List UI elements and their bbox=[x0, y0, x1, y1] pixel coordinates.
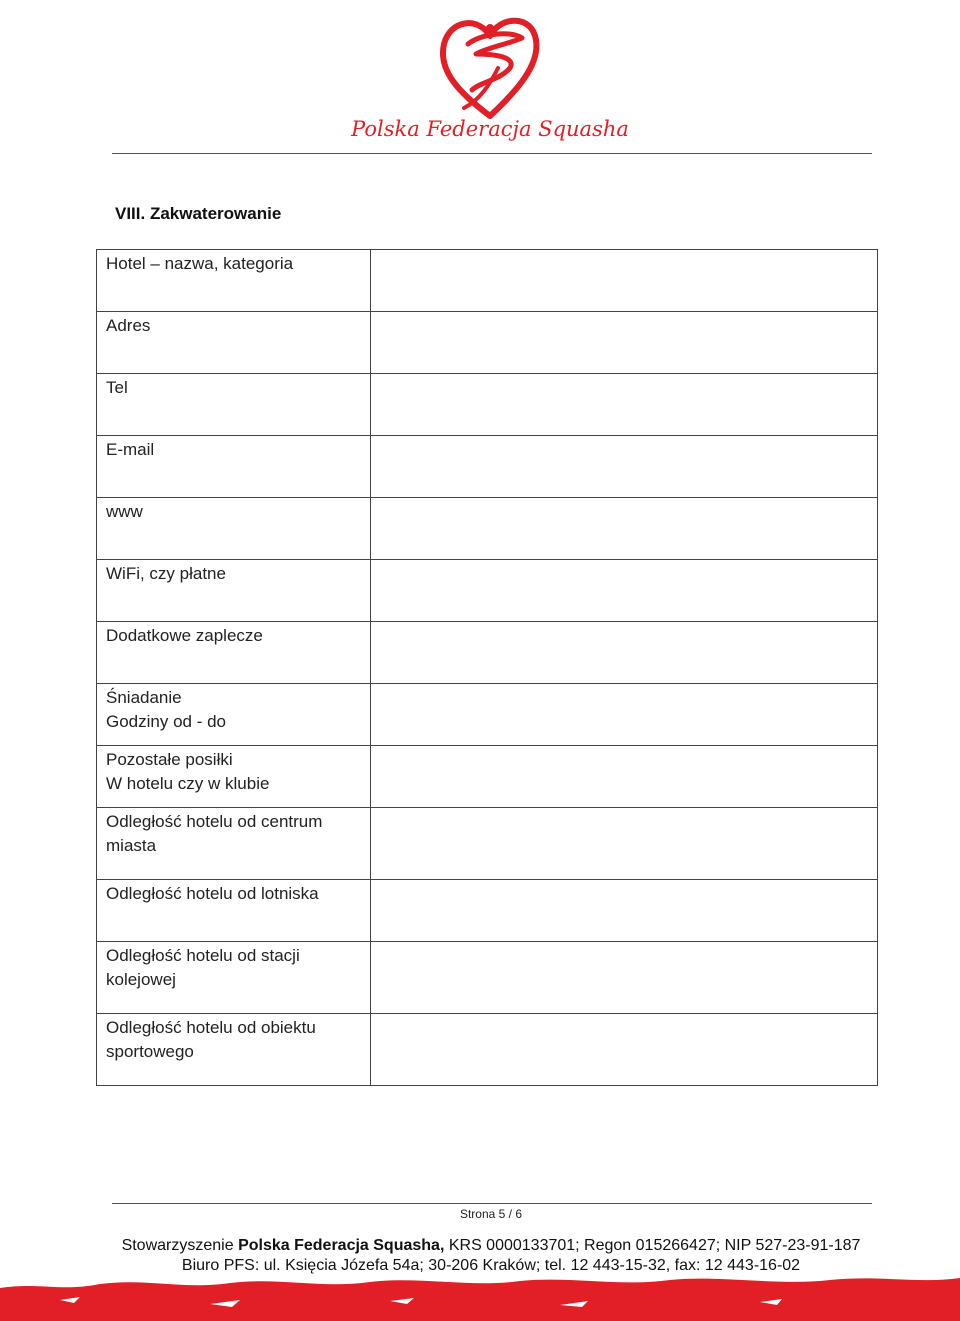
pfs-logo bbox=[340, 4, 640, 154]
field-value-cell[interactable] bbox=[371, 250, 878, 312]
table-row bbox=[97, 436, 878, 498]
field-label-line: Odległość hotelu od lotniska bbox=[106, 884, 319, 903]
accommodation-table bbox=[96, 249, 878, 1086]
field-label bbox=[97, 312, 371, 374]
field-label bbox=[97, 880, 371, 942]
field-label bbox=[97, 746, 371, 808]
field-value-cell[interactable] bbox=[371, 436, 878, 498]
field-value-cell[interactable] bbox=[371, 498, 878, 560]
section-title: VIII. Zakwaterowanie bbox=[115, 204, 282, 223]
field-label-line: W hotelu czy w klubie bbox=[106, 774, 270, 793]
field-value-cell[interactable] bbox=[371, 808, 878, 880]
page-number: Strona 5 / 6 bbox=[459, 1207, 523, 1221]
field-value-cell[interactable] bbox=[371, 622, 878, 684]
footer-org-prefix: Stowarzyszenie bbox=[121, 1237, 239, 1254]
logo-figure-head bbox=[486, 24, 494, 32]
logo-text: Polska Federacja Squasha bbox=[351, 117, 629, 141]
field-value-cell[interactable] bbox=[371, 1014, 878, 1086]
field-label-line: Adres bbox=[106, 316, 151, 335]
field-label-line: Hotel – nazwa, kategoria bbox=[106, 254, 294, 273]
table-row bbox=[97, 250, 878, 312]
table-row bbox=[97, 684, 878, 746]
field-label-line: kolejowej bbox=[106, 970, 176, 989]
field-label-line: Odległość hotelu od obiektu bbox=[106, 1018, 316, 1037]
field-label-line: Tel bbox=[106, 378, 128, 397]
field-label bbox=[97, 560, 371, 622]
footer-org-name: Polska Federacja Squasha, bbox=[238, 1237, 445, 1254]
field-label-line: Odległość hotelu od stacji bbox=[106, 946, 300, 965]
field-value-cell[interactable] bbox=[371, 746, 878, 808]
field-label-line: www bbox=[106, 502, 143, 521]
table-row bbox=[97, 560, 878, 622]
field-label bbox=[97, 498, 371, 560]
field-label bbox=[97, 684, 371, 746]
table-row bbox=[97, 374, 878, 436]
field-label bbox=[97, 808, 371, 880]
field-value-cell[interactable] bbox=[371, 942, 878, 1014]
footer-office-address: Biuro PFS: ul. Księcia Józefa 54a; 30-206 Kraków; tel. 12 443-15-32, fax: 12 443-16-02 bbox=[181, 1257, 801, 1274]
table-row bbox=[97, 498, 878, 560]
field-value-cell[interactable] bbox=[371, 374, 878, 436]
field-label bbox=[97, 374, 371, 436]
logo-figure-swirl bbox=[468, 34, 522, 90]
field-label-line: Dodatkowe zaplecze bbox=[106, 626, 263, 645]
field-value-cell[interactable] bbox=[371, 560, 878, 622]
table-row bbox=[97, 312, 878, 374]
field-value-cell[interactable] bbox=[371, 880, 878, 942]
footer-rule bbox=[112, 1203, 872, 1204]
field-value-cell[interactable] bbox=[371, 312, 878, 374]
table-row bbox=[97, 1014, 878, 1086]
table-row bbox=[97, 622, 878, 684]
field-label bbox=[97, 250, 371, 312]
field-label-line: Odległość hotelu od centrum bbox=[106, 812, 323, 831]
field-label bbox=[97, 622, 371, 684]
footer-org-ids: KRS 0000133701; Regon 015266427; NIP 527-23-91-187 bbox=[444, 1237, 861, 1254]
footer-brush-stroke bbox=[0, 1274, 960, 1321]
field-label-line: Śniadanie bbox=[106, 688, 182, 707]
field-label-line: WiFi, czy płatne bbox=[106, 564, 226, 583]
field-label bbox=[97, 436, 371, 498]
field-label bbox=[97, 1014, 371, 1086]
table-row bbox=[97, 808, 878, 880]
table-row bbox=[97, 880, 878, 942]
footer-organization bbox=[0, 1237, 960, 1255]
field-label-line: Pozostałe posiłki bbox=[106, 750, 233, 769]
field-label bbox=[97, 942, 371, 1014]
field-value-cell[interactable] bbox=[371, 684, 878, 746]
field-label-line: Godziny od - do bbox=[106, 712, 227, 731]
field-label-line: sportowego bbox=[106, 1042, 194, 1061]
field-label-line: miasta bbox=[106, 836, 157, 855]
header-rule bbox=[112, 153, 872, 154]
table-row bbox=[97, 746, 878, 808]
table-row bbox=[97, 942, 878, 1014]
field-label-line: E-mail bbox=[106, 440, 155, 459]
